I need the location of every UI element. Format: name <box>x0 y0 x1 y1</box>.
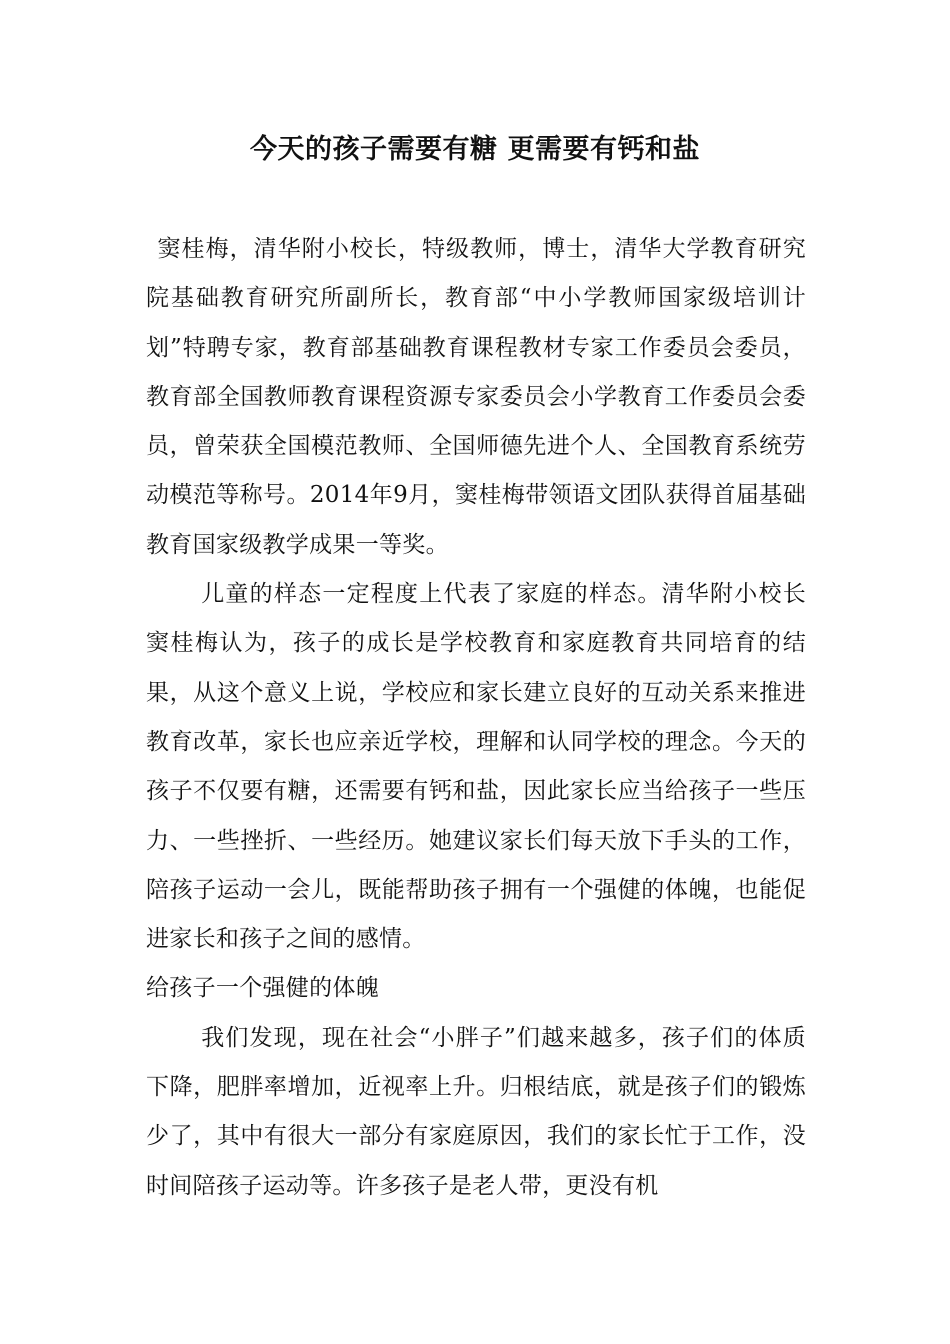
body-paragraph: 儿童的样态一定程度上代表了家庭的样态。清华附小校长窦桂梅认为，孩子的成长是学校教育和家庭教育共同培育的结果，从这个意义上说，学校应和家长建立良好的互动关系来推进教育改革，家长也应亲近学校，理解和认同学校的理念。今天的孩子不仅要有糖，还需要有钙和盐，因此家长应当给孩子一些压力、一些挫折、一些经历。她建议家长们每天放下手头的工作，陪孩子运动一会儿，既能帮助孩子拥有一个强健的体魄，也能促进家长和孩子之间的感情。 <box>146 581 806 953</box>
section-heading: 给孩子一个强健的体魄 <box>146 975 379 1002</box>
document-body <box>146 225 806 1211</box>
section-paragraph: 我们发现，现在社会“小胖子”们越来越多，孩子们的体质下降，肥胖率增加，近视率上升。归根结底，就是孩子们的锻炼少了，其中有很大一部分有家庭原因，我们的家长忙于工作，没时间陪孩子运动等。许多孩子是老人带，更没有机 <box>146 1024 806 1199</box>
intro-paragraph: 窦桂梅，清华附小校长，特级教师，博士，清华大学教育研究院基础教育研究所副所长，教育部“中小学教师国家级培训计划”特聘专家，教育部基础教育课程教材专家工作委员会委员，教育部全国教师教育课程资源专家委员会小学教育工作委员会委员，曾荣获全国模范教师、全国师德先进个人、全国教育系统劳动模范等称号。2014年9月，窦桂梅带领语文团队获得首届基础教育国家级教学成果一等奖。 <box>146 236 806 558</box>
document-title: 今天的孩子需要有糖 更需要有钙和盐 <box>250 134 700 165</box>
